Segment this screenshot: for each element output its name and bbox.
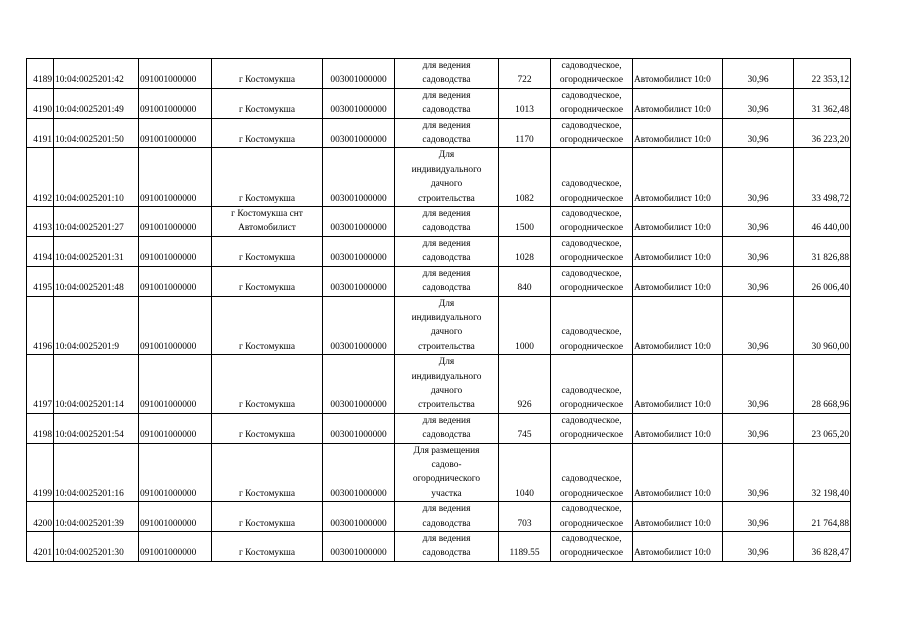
permitted-use-line: дачного bbox=[430, 327, 463, 338]
permitted-use-cell bbox=[395, 236, 499, 266]
locality-cell bbox=[212, 236, 323, 266]
land-category-line: садоводческое, bbox=[561, 209, 622, 220]
land-category-line: огородническое bbox=[559, 105, 624, 116]
row-number-cell: 4199 bbox=[27, 443, 54, 502]
locality-line: г Костомукша bbox=[238, 193, 296, 204]
table-row bbox=[27, 355, 851, 414]
permitted-use-line: для ведения bbox=[422, 415, 471, 426]
specific-value-cell: 30,96 bbox=[723, 59, 794, 89]
permitted-use-line: для ведения bbox=[422, 534, 471, 544]
table-row bbox=[27, 118, 851, 148]
association-name-cell: Автомобилист 10:0 bbox=[633, 148, 723, 207]
permitted-use-line: дачного bbox=[430, 179, 463, 190]
area-value-cell: 1040 bbox=[499, 443, 551, 502]
specific-value-cell: 30,96 bbox=[723, 532, 794, 562]
area-value-cell: 1500 bbox=[499, 207, 551, 237]
land-category-line: садоводческое, bbox=[561, 474, 622, 485]
permitted-use-line: для ведения bbox=[422, 61, 471, 71]
locality-cell bbox=[212, 443, 323, 502]
cadastral-number-cell: 10:04:0025201:42 bbox=[54, 59, 139, 89]
permitted-use-line: индивидуального bbox=[411, 312, 482, 323]
cadastral-number-cell: 10:04:0025201:27 bbox=[54, 207, 139, 237]
permitted-use-line: садоводства bbox=[422, 430, 471, 441]
land-category-cell bbox=[551, 207, 633, 237]
cadastral-number-cell: 10:04:0025201:16 bbox=[54, 443, 139, 502]
land-category-cell bbox=[551, 59, 633, 89]
permitted-use-cell bbox=[395, 296, 499, 355]
area-value-cell: 745 bbox=[499, 413, 551, 443]
row-number-cell: 4197 bbox=[27, 355, 54, 414]
permitted-use-line: садоводства bbox=[422, 253, 471, 264]
permitted-use-line: для ведения bbox=[422, 504, 471, 515]
permitted-use-cell bbox=[395, 148, 499, 207]
locality-line: г Костомукша bbox=[238, 430, 296, 441]
locality-line: г Костомукша bbox=[238, 548, 296, 559]
cadastral-number-cell: 10:04:0025201:9 bbox=[54, 296, 139, 355]
permitted-use-line: для ведения bbox=[422, 238, 471, 249]
permitted-use-line: для ведения bbox=[422, 90, 471, 101]
oktmo-code-cell: 091001000000 bbox=[139, 443, 212, 502]
association-name-cell: Автомобилист 10:0 bbox=[633, 59, 723, 89]
row-number-cell: 4195 bbox=[27, 266, 54, 296]
row-number-cell: 4194 bbox=[27, 236, 54, 266]
oktmo-code-cell: 091001000000 bbox=[139, 502, 212, 532]
locality-code-cell: 003001000000 bbox=[323, 296, 395, 355]
association-name-cell: Автомобилист 10:0 bbox=[633, 236, 723, 266]
land-category-line: садоводческое, bbox=[561, 385, 622, 396]
area-value-cell: 1170 bbox=[499, 118, 551, 148]
cadastral-number-cell: 10:04:0025201:50 bbox=[54, 118, 139, 148]
land-category-cell bbox=[551, 118, 633, 148]
specific-value-cell: 30,96 bbox=[723, 236, 794, 266]
locality-cell bbox=[212, 88, 323, 118]
locality-line: г Костомукша bbox=[238, 400, 296, 411]
row-number-cell: 4192 bbox=[27, 148, 54, 207]
row-number-cell: 4201 bbox=[27, 532, 54, 562]
oktmo-code-cell: 091001000000 bbox=[139, 532, 212, 562]
locality-code-cell: 003001000000 bbox=[323, 413, 395, 443]
cadastral-number-cell: 10:04:0025201:48 bbox=[54, 266, 139, 296]
table-row bbox=[27, 236, 851, 266]
row-number-cell: 4196 bbox=[27, 296, 54, 355]
locality-line: г Костомукша bbox=[238, 75, 296, 86]
permitted-use-cell bbox=[395, 59, 499, 89]
permitted-use-line: садово- bbox=[431, 459, 462, 470]
row-number-cell: 4193 bbox=[27, 207, 54, 237]
specific-value-cell: 30,96 bbox=[723, 296, 794, 355]
cadastral-number-cell: 10:04:0025201:10 bbox=[54, 148, 139, 207]
locality-code-cell: 003001000000 bbox=[323, 118, 395, 148]
land-category-cell bbox=[551, 532, 633, 562]
cadastral-value-cell: 46 440,00 bbox=[794, 207, 851, 237]
land-category-line: садоводческое, bbox=[561, 179, 622, 190]
area-value-cell: 1013 bbox=[499, 88, 551, 118]
land-category-line: садоводческое, bbox=[561, 61, 622, 71]
cadastral-value-cell: 22 353,12 bbox=[794, 59, 851, 89]
oktmo-code-cell: 091001000000 bbox=[139, 236, 212, 266]
oktmo-code-cell: 091001000000 bbox=[139, 266, 212, 296]
cadastral-value-cell: 21 764,88 bbox=[794, 502, 851, 532]
area-value-cell: 1028 bbox=[499, 236, 551, 266]
land-category-line: огородническое bbox=[559, 548, 624, 559]
oktmo-code-cell: 091001000000 bbox=[139, 413, 212, 443]
cadastral-value-cell: 33 498,72 bbox=[794, 148, 851, 207]
oktmo-code-cell: 091001000000 bbox=[139, 148, 212, 207]
permitted-use-line: строительства bbox=[418, 400, 475, 411]
area-value-cell: 840 bbox=[499, 266, 551, 296]
locality-line: г Костомукша bbox=[238, 341, 296, 352]
permitted-use-line: огороднического bbox=[412, 474, 481, 485]
association-name-cell: Автомобилист 10:0 bbox=[633, 207, 723, 237]
locality-cell bbox=[212, 355, 323, 414]
land-registry-table bbox=[26, 58, 851, 562]
specific-value-cell: 30,96 bbox=[723, 413, 794, 443]
association-name-cell: Автомобилист 10:0 bbox=[633, 88, 723, 118]
land-category-cell bbox=[551, 296, 633, 355]
land-category-line: садоводческое, bbox=[561, 534, 622, 544]
permitted-use-cell bbox=[395, 502, 499, 532]
table-row bbox=[27, 148, 851, 207]
land-category-line: огородническое bbox=[559, 253, 624, 264]
oktmo-code-cell: 091001000000 bbox=[139, 59, 212, 89]
association-name-cell: Автомобилист 10:0 bbox=[633, 443, 723, 502]
locality-line: г Костомукша bbox=[238, 283, 296, 294]
specific-value-cell: 30,96 bbox=[723, 266, 794, 296]
area-value-cell: 722 bbox=[499, 59, 551, 89]
association-name-cell: Автомобилист 10:0 bbox=[633, 296, 723, 355]
locality-code-cell: 003001000000 bbox=[323, 236, 395, 266]
land-category-cell bbox=[551, 355, 633, 414]
permitted-use-cell bbox=[395, 355, 499, 414]
table-row bbox=[27, 88, 851, 118]
table-row bbox=[27, 296, 851, 355]
permitted-use-line: индивидуального bbox=[411, 164, 482, 175]
land-category-line: садоводческое, bbox=[561, 268, 622, 279]
oktmo-code-cell: 091001000000 bbox=[139, 355, 212, 414]
land-category-line: огородническое bbox=[559, 193, 624, 204]
permitted-use-line: для ведения bbox=[422, 209, 471, 220]
land-category-line: садоводческое, bbox=[561, 238, 622, 249]
table-row bbox=[27, 207, 851, 237]
permitted-use-line: Для bbox=[438, 298, 455, 309]
land-category-cell bbox=[551, 266, 633, 296]
cadastral-number-cell: 10:04:0025201:54 bbox=[54, 413, 139, 443]
land-category-cell bbox=[551, 443, 633, 502]
land-category-line: огородническое bbox=[559, 283, 624, 294]
land-category-cell bbox=[551, 148, 633, 207]
permitted-use-cell bbox=[395, 88, 499, 118]
cadastral-number-cell: 10:04:0025201:31 bbox=[54, 236, 139, 266]
cadastral-value-cell: 31 826,88 bbox=[794, 236, 851, 266]
locality-code-cell: 003001000000 bbox=[323, 59, 395, 89]
permitted-use-cell bbox=[395, 207, 499, 237]
land-category-line: садоводческое, bbox=[561, 415, 622, 426]
land-category-line: садоводческое, bbox=[561, 120, 622, 131]
permitted-use-cell bbox=[395, 443, 499, 502]
cadastral-value-cell: 36 223,20 bbox=[794, 118, 851, 148]
permitted-use-line: участка bbox=[431, 488, 462, 499]
specific-value-cell: 30,96 bbox=[723, 148, 794, 207]
land-category-cell bbox=[551, 236, 633, 266]
association-name-cell: Автомобилист 10:0 bbox=[633, 355, 723, 414]
land-category-line: огородническое bbox=[559, 223, 624, 234]
land-category-line: садоводческое, bbox=[561, 90, 622, 101]
locality-line: г Костомукша bbox=[238, 253, 296, 264]
area-value-cell: 1189.55 bbox=[499, 532, 551, 562]
cadastral-value-cell: 23 065,20 bbox=[794, 413, 851, 443]
land-category-line: огородническое bbox=[559, 488, 624, 499]
locality-code-cell: 003001000000 bbox=[323, 355, 395, 414]
locality-line: г Костомукша bbox=[238, 135, 296, 146]
land-category-cell bbox=[551, 88, 633, 118]
specific-value-cell: 30,96 bbox=[723, 88, 794, 118]
locality-code-cell: 003001000000 bbox=[323, 88, 395, 118]
cadastral-number-cell: 10:04:0025201:14 bbox=[54, 355, 139, 414]
locality-line: Автомобилист bbox=[238, 223, 296, 234]
locality-cell bbox=[212, 148, 323, 207]
land-category-line: садоводческое, bbox=[561, 504, 622, 515]
locality-line: г Костомукша снт bbox=[231, 209, 303, 220]
table-row bbox=[27, 59, 851, 89]
locality-cell bbox=[212, 207, 323, 237]
cadastral-number-cell: 10:04:0025201:39 bbox=[54, 502, 139, 532]
oktmo-code-cell: 091001000000 bbox=[139, 207, 212, 237]
area-value-cell: 926 bbox=[499, 355, 551, 414]
locality-code-cell: 003001000000 bbox=[323, 502, 395, 532]
locality-cell bbox=[212, 118, 323, 148]
locality-cell bbox=[212, 502, 323, 532]
locality-code-cell: 003001000000 bbox=[323, 148, 395, 207]
association-name-cell: Автомобилист 10:0 bbox=[633, 532, 723, 562]
land-category-cell bbox=[551, 502, 633, 532]
permitted-use-cell bbox=[395, 413, 499, 443]
locality-cell bbox=[212, 296, 323, 355]
cadastral-value-cell: 32 198,40 bbox=[794, 443, 851, 502]
association-name-cell: Автомобилист 10:0 bbox=[633, 118, 723, 148]
table-body bbox=[27, 59, 851, 562]
locality-code-cell: 003001000000 bbox=[323, 266, 395, 296]
land-category-line: огородническое bbox=[559, 135, 624, 146]
permitted-use-line: садоводства bbox=[422, 105, 471, 116]
land-category-line: огородническое bbox=[559, 400, 624, 411]
land-category-line: огородническое bbox=[559, 75, 624, 86]
locality-line: г Костомукша bbox=[238, 105, 296, 116]
row-number-cell: 4200 bbox=[27, 502, 54, 532]
permitted-use-line: строительства bbox=[418, 193, 475, 204]
area-value-cell: 1000 bbox=[499, 296, 551, 355]
locality-cell bbox=[212, 266, 323, 296]
permitted-use-line: садоводства bbox=[422, 223, 471, 234]
locality-code-cell: 003001000000 bbox=[323, 207, 395, 237]
row-number-cell: 4198 bbox=[27, 413, 54, 443]
locality-code-cell: 003001000000 bbox=[323, 443, 395, 502]
permitted-use-line: индивидуального bbox=[411, 371, 482, 382]
oktmo-code-cell: 091001000000 bbox=[139, 118, 212, 148]
permitted-use-line: строительства bbox=[418, 341, 475, 352]
association-name-cell: Автомобилист 10:0 bbox=[633, 502, 723, 532]
locality-cell bbox=[212, 532, 323, 562]
land-category-line: огородническое bbox=[559, 518, 624, 529]
permitted-use-line: дачного bbox=[430, 385, 463, 396]
table-row bbox=[27, 502, 851, 532]
association-name-cell: Автомобилист 10:0 bbox=[633, 413, 723, 443]
association-name-cell: Автомобилист 10:0 bbox=[633, 266, 723, 296]
permitted-use-line: Для bbox=[438, 150, 455, 161]
permitted-use-cell bbox=[395, 266, 499, 296]
locality-line: г Костомукша bbox=[238, 518, 296, 529]
cadastral-number-cell: 10:04:0025201:30 bbox=[54, 532, 139, 562]
permitted-use-line: садоводства bbox=[422, 75, 471, 86]
permitted-use-line: Для размещения bbox=[413, 445, 480, 456]
table-row bbox=[27, 443, 851, 502]
row-number-cell: 4189 bbox=[27, 59, 54, 89]
cadastral-number-cell: 10:04:0025201:49 bbox=[54, 88, 139, 118]
locality-code-cell: 003001000000 bbox=[323, 532, 395, 562]
land-category-line: огородническое bbox=[559, 430, 624, 441]
permitted-use-cell bbox=[395, 118, 499, 148]
locality-cell bbox=[212, 413, 323, 443]
land-category-cell bbox=[551, 413, 633, 443]
area-value-cell: 703 bbox=[499, 502, 551, 532]
area-value-cell: 1082 bbox=[499, 148, 551, 207]
specific-value-cell: 30,96 bbox=[723, 355, 794, 414]
permitted-use-cell bbox=[395, 532, 499, 562]
permitted-use-line: для ведения bbox=[422, 120, 471, 131]
cadastral-value-cell: 30 960,00 bbox=[794, 296, 851, 355]
cadastral-value-cell: 26 006,40 bbox=[794, 266, 851, 296]
permitted-use-line: садоводства bbox=[422, 518, 471, 529]
land-category-line: огородническое bbox=[559, 341, 624, 352]
locality-cell bbox=[212, 59, 323, 89]
row-number-cell: 4190 bbox=[27, 88, 54, 118]
cadastral-value-cell: 36 828,47 bbox=[794, 532, 851, 562]
permitted-use-line: садоводства bbox=[422, 135, 471, 146]
specific-value-cell: 30,96 bbox=[723, 118, 794, 148]
locality-line: г Костомукша bbox=[238, 488, 296, 499]
permitted-use-line: садоводства bbox=[422, 548, 471, 559]
land-category-line: садоводческое, bbox=[561, 327, 622, 338]
oktmo-code-cell: 091001000000 bbox=[139, 296, 212, 355]
oktmo-code-cell: 091001000000 bbox=[139, 88, 212, 118]
table-row bbox=[27, 413, 851, 443]
specific-value-cell: 30,96 bbox=[723, 502, 794, 532]
permitted-use-line: для ведения bbox=[422, 268, 471, 279]
permitted-use-line: садоводства bbox=[422, 283, 471, 294]
cadastral-value-cell: 31 362,48 bbox=[794, 88, 851, 118]
specific-value-cell: 30,96 bbox=[723, 207, 794, 237]
permitted-use-line: Для bbox=[438, 357, 455, 368]
row-number-cell: 4191 bbox=[27, 118, 54, 148]
table-row bbox=[27, 532, 851, 562]
table-row bbox=[27, 266, 851, 296]
cadastral-value-cell: 28 668,96 bbox=[794, 355, 851, 414]
specific-value-cell: 30,96 bbox=[723, 443, 794, 502]
